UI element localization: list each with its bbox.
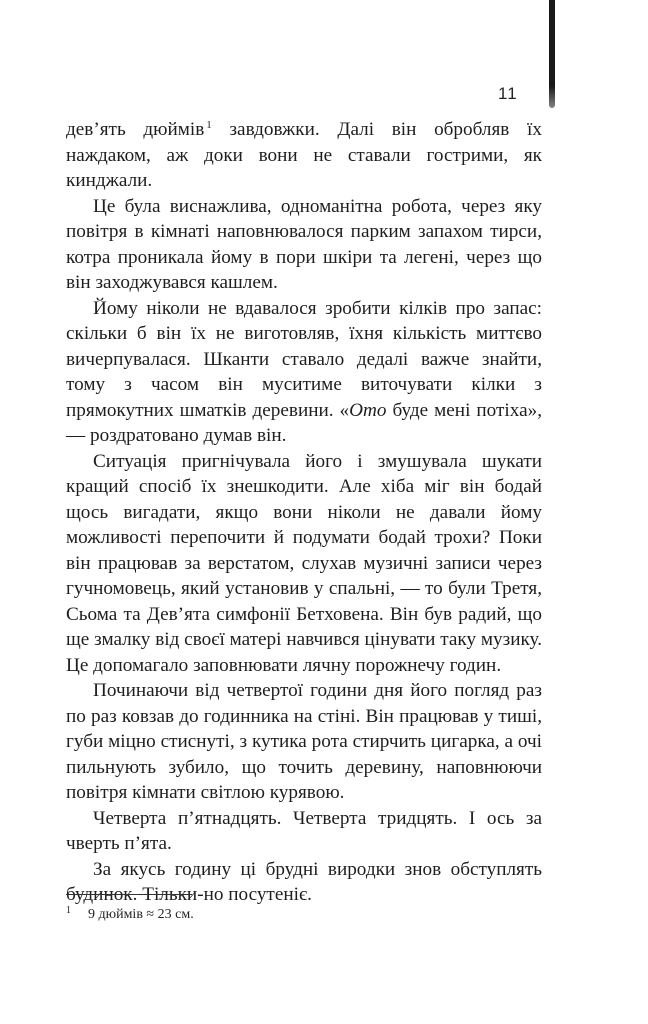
paragraph-1-start: дев’ять дюймів [66,119,205,140]
paragraph-5: Починаючи від четвертої години дня його погляд раз по раз ковзав до годинника на стіні. Він працював у тиші, губи міцно стиснуті, з кутика рота стирчить цигарка, а очі пильнують зубило, що точить деревину, наповнюючи повітря кімнати світлою курявою. [66,680,542,803]
page-edge-mark [549,0,555,108]
footnote-number: 1 [66,905,71,916]
paragraph-1-rest: завдовжки. Далі він обробляв їх наждаком, аж доки вони не ставали гострими, як кинджали. [66,119,542,191]
paragraph-6: Четверта п’ятнадцять. Четверта тридцять. І ось за чверть п’ята. [66,807,542,854]
paragraph-2: Це була виснажлива, одноманітна робота, через яку повітря в кімнаті наповнювалося парким запахом тирси, котра проникала йому в пори шкіри та легені, через що він заходжувався кашлем. [66,195,542,293]
emphasized-word: Ото [349,399,387,421]
page-number: 11 [498,84,518,103]
footnote-divider [66,894,192,895]
paragraph-4: Ситуація пригнічувала його і змушувала шукати кращий спосіб їх знешкодити. Але хіба міг він бодай щось вигадати, якщо вони ніколи не давали йому можливості перепочити й подумати бодай трохи? Поки він працював за верстатом, слухав музичні записи через гучномовець, який установив у спальні, — то були Третя, Сьома та Дев’ята симфонії Бетховена. Він був радий, що ще змалку від своєї матері навчився цінувати таку музику. Це допомагало заповнювати лячну порожнечу годин. [66,450,542,676]
footnote-text: 9 дюймів ≈ 23 см. [88,907,194,922]
paragraph-7: За якусь годину ці брудні виродки знов обступлять будинок. Тільки-но посутеніє. [66,858,542,905]
paragraph-3: Йому ніколи не вдавалося зробити кілків про запас: скільки б він їх не виготовляв, їхня кількість миттєво вичерпувалася. Шканти ставало дедалі важче знайти, тому з часом він муситиме виточувати кілки з прямокутних шматків деревини. «Ото буде мені потіха», — роздратовано думав він. [66,297,542,446]
body-text [66,117,542,908]
paragraph-1 [66,117,542,194]
footnote-reference[interactable]: 1 [206,119,212,131]
footnote [66,902,194,924]
